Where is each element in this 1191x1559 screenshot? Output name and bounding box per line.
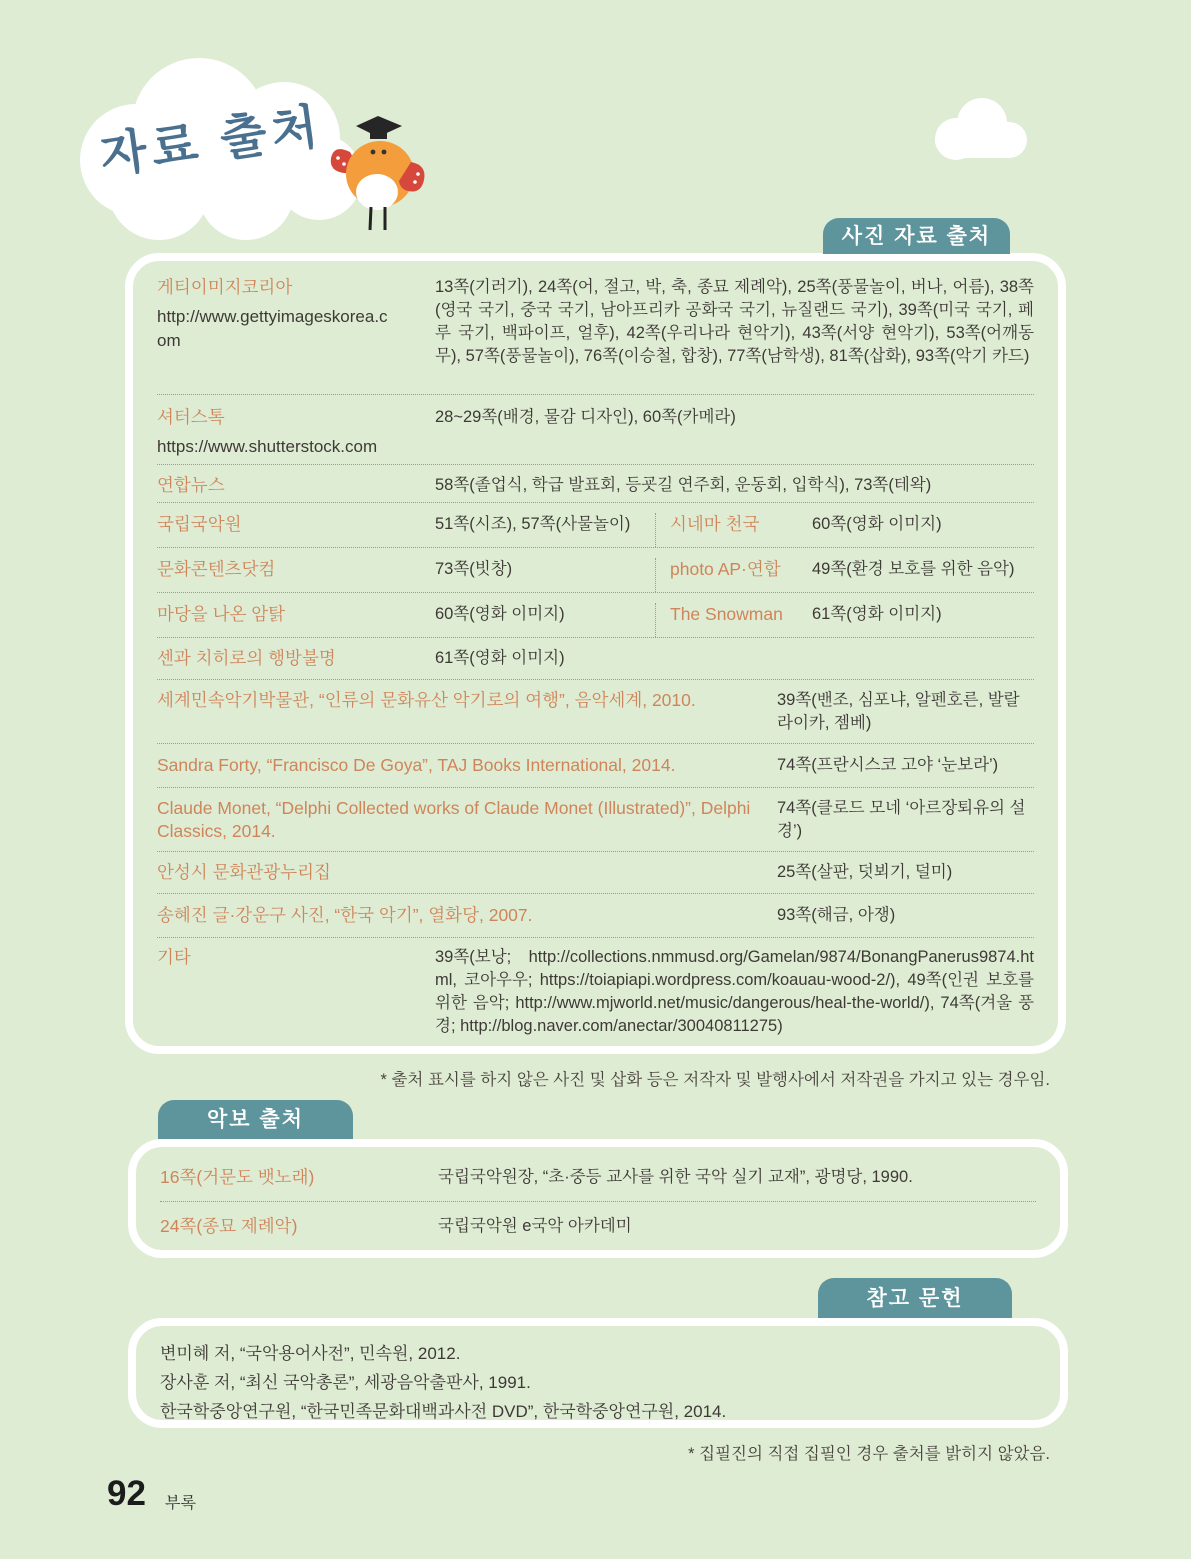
source-pages: 39쪽(밴조, 심포냐, 알펜호른, 발랄라이카, 젬베) xyxy=(777,691,1020,732)
source-pages: 73쪽(빗창) xyxy=(435,560,513,578)
photo-sources-header: 사진 자료 출처 xyxy=(823,218,1010,254)
score-page-label: 24쪽(종묘 제례악) xyxy=(160,1215,298,1236)
source-pages: 60쪽(영화 이미지) xyxy=(435,605,565,623)
table-row xyxy=(157,894,1034,938)
source-name-cell xyxy=(157,647,435,670)
table-row xyxy=(157,680,1034,744)
source-name: 시네마 천국 xyxy=(670,514,760,534)
references-panel xyxy=(128,1318,1068,1428)
source-url: https://www.shutterstock.com xyxy=(157,437,378,456)
score-source: 국립국악원장, “초·중등 교사를 위한 국악 실기 교재”, 광명당, 1990. xyxy=(438,1167,913,1186)
citation-text: 송혜진 글·강운구 사진, “한국 악기”, 열화당, 2007. xyxy=(157,905,533,925)
split-left-cell xyxy=(157,513,656,547)
table-row xyxy=(157,269,1034,395)
source-pages: 39쪽(보낭; http://collections.nmmusd.org/Gamelan/9874/BonangPanerus9874.html, 코아우우; https://toiapiapi.wordpress.com/koauau-wood-2/), 49쪽(인권 보호를 위한 음악; http://www.mjworld.net/music/dangerous/heal-the-world/), 74쪽(겨울 풍경; http://blog.naver.com/anectar/30040811275) xyxy=(435,948,1034,1035)
source-pages: 61쪽(영화 이미지) xyxy=(812,605,942,623)
source-pages: 61쪽(영화 이미지) xyxy=(435,649,565,667)
small-cloud-icon xyxy=(935,98,1030,158)
source-name-cell xyxy=(157,406,435,459)
source-pages: 58쪽(졸업식, 학급 발표회, 등굣길 연주회, 운동회, 입학식), 73쪽(테왁) xyxy=(435,476,932,494)
source-name: 센과 치히로의 행방불명 xyxy=(157,648,336,668)
source-pages: 28~29쪽(배경, 물감 디자인), 60쪽(카메라) xyxy=(435,408,736,426)
source-name-cell xyxy=(157,474,435,497)
split-left-cell xyxy=(157,603,656,637)
source-name: photo AP·연합 xyxy=(670,559,781,579)
table-row xyxy=(157,503,1034,548)
references-header: 참고 문헌 xyxy=(818,1278,1012,1318)
page-title: 자료 출처 xyxy=(97,100,327,184)
table-row xyxy=(157,395,1034,465)
source-pages: 74쪽(클로드 모네 ‘아르장퇴유의 설경’) xyxy=(777,799,1026,840)
score-source: 국립국악원 e국악 아카데미 xyxy=(438,1216,632,1235)
citation-text: Sandra Forty, “Francisco De Goya”, TAJ Books International, 2014. xyxy=(157,755,676,775)
table-row xyxy=(157,788,1034,852)
source-name: 국립국악원 xyxy=(157,514,242,534)
source-pages: 51쪽(시조), 57쪽(사물놀이) xyxy=(435,515,631,533)
reference-item: 한국학중앙연구원, “한국민족문화대백과사전 DVD”, 한국학중앙연구원, 2014. xyxy=(160,1402,727,1421)
source-name: 셔터스톡 xyxy=(157,407,225,427)
split-right-cell xyxy=(656,603,1034,626)
split-right-cell xyxy=(656,513,1034,536)
table-row xyxy=(157,938,1034,1056)
cloud-puff xyxy=(935,122,1027,158)
source-pages: 74쪽(프란시스코 고야 ‘눈보라’) xyxy=(777,756,999,774)
source-name: 게티이미지코리아 xyxy=(157,277,293,297)
photo-footnote: * 출처 표시를 하지 않은 사진 및 삽화 등은 저작자 및 발행사에서 저작권을 가지고 있는 경우임. xyxy=(380,1071,1050,1089)
table-row xyxy=(157,744,1034,788)
source-pages: 13쪽(기러기), 24쪽(어, 절고, 박, 축, 종묘 제례악), 25쪽(풍물놀이, 버나, 어름), 38쪽(영국 국기, 중국 국기, 남아프리카 공화국 국기, 뉴질랜드 국기), 39쪽(미국 국기, 페루 국기, 백파이프, 얼후), 42쪽(우리나라 현악기), 43쪽(서양 현악기), 53쪽(어깨동무), 57쪽(풍물놀이), 76쪽(이승철, 합창), 77쪽(남학생), 81쪽(삽화), 93쪽(악기 카드) xyxy=(435,278,1034,365)
table-row xyxy=(157,638,1034,680)
bird-mascot-icon xyxy=(326,112,430,238)
references-footnote: * 집필진의 직접 집필인 경우 출처를 밝히지 않았음. xyxy=(688,1445,1050,1463)
table-row xyxy=(157,852,1034,894)
score-sources-panel xyxy=(128,1139,1068,1258)
table-row xyxy=(157,548,1034,593)
source-name-cell xyxy=(157,276,435,353)
citation-text: Claude Monet, “Delphi Collected works of Claude Monet (Illustrated)”, Delphi Classics, 2014. xyxy=(157,798,751,841)
table-row xyxy=(157,593,1034,638)
source-pages: 60쪽(영화 이미지) xyxy=(812,515,942,533)
source-url: http://www.gettyimageskorea.com xyxy=(157,307,388,350)
split-left-cell xyxy=(157,558,656,592)
source-name: The Snowman xyxy=(670,604,783,624)
source-pages: 93쪽(해금, 아쟁) xyxy=(777,906,896,924)
score-page-label: 16쪽(거문도 뱃노래) xyxy=(160,1166,315,1187)
page-number-label: 부록 xyxy=(165,1495,196,1512)
split-right-cell xyxy=(656,558,1034,581)
source-name: 마당을 나온 암탉 xyxy=(157,604,286,624)
table-row xyxy=(160,1202,1036,1250)
citation-text: 세계민속악기박물관, “인류의 문화유산 악기로의 여행”, 음악세계, 2010. xyxy=(157,690,696,710)
source-pages: 49쪽(환경 보호를 위한 음악) xyxy=(812,560,1015,578)
source-name: 기타 xyxy=(157,947,191,967)
score-sources-header: 악보 출처 xyxy=(158,1100,353,1139)
page-number: 92 xyxy=(107,1474,146,1513)
source-pages: 25쪽(살판, 덧뵈기, 덜미) xyxy=(777,863,953,881)
source-name: 문화콘텐츠닷컴 xyxy=(157,559,276,579)
reference-item: 변미혜 저, “국악용어사전”, 민속원, 2012. xyxy=(160,1344,461,1363)
table-row xyxy=(160,1153,1036,1202)
reference-item: 장사훈 저, “최신 국악총론”, 세광음악출판사, 1991. xyxy=(160,1373,531,1392)
table-row xyxy=(157,465,1034,503)
source-name-cell xyxy=(157,946,435,969)
source-name: 연합뉴스 xyxy=(157,475,225,495)
citation-text: 안성시 문화관광누리집 xyxy=(157,862,331,882)
photo-sources-panel xyxy=(125,253,1066,1054)
